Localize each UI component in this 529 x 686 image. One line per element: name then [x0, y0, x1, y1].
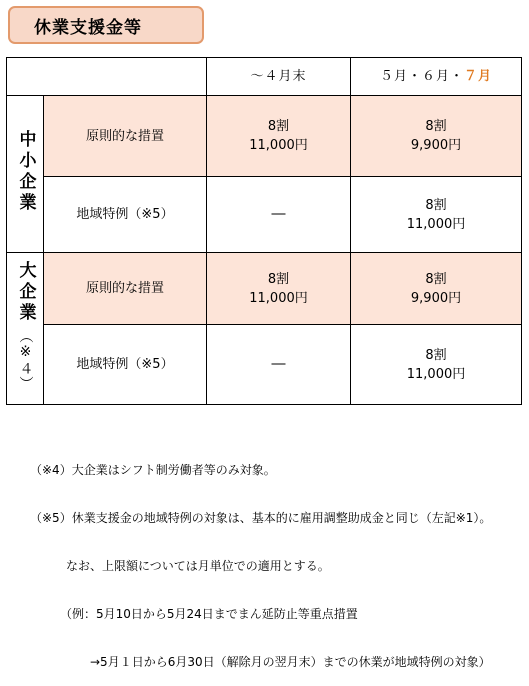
rate-value: ―	[271, 356, 286, 372]
row-label: 地域特例（※5）	[44, 325, 207, 405]
footnotes	[30, 430, 491, 686]
header-blank-cell	[7, 58, 207, 96]
rate-value: ―	[271, 206, 286, 222]
table-header-row	[7, 58, 522, 96]
table-row	[7, 96, 522, 177]
group-label-large	[7, 253, 44, 405]
rate-value: 8割	[425, 347, 447, 363]
footnote-example-cont: →5月１日から6月30日（解除月の翌月末）までの休業が地域特例の対象）	[30, 655, 491, 669]
value-cell	[207, 96, 351, 177]
value-cell	[351, 253, 522, 325]
value-cell	[351, 96, 522, 177]
table-row	[7, 253, 522, 325]
value-cell	[207, 325, 351, 405]
amount-value: 11,000円	[249, 290, 308, 306]
amount-value: 11,000円	[406, 366, 466, 382]
value-cell	[207, 253, 351, 325]
row-label: 地域特例（※5）	[44, 177, 207, 253]
value-cell	[351, 177, 522, 253]
rate-value: 8割	[425, 197, 447, 213]
row-label: 原則的な措置	[44, 253, 207, 325]
amount-value: 9,900円	[410, 138, 462, 153]
group-label-sme	[7, 96, 44, 253]
footnote-4: （※4）大企業はシフト制労働者等のみ対象。	[30, 463, 276, 477]
group-large-text: 大企業	[15, 261, 36, 324]
header-may-june-label: ５月・６月・	[379, 69, 464, 84]
value-cell	[351, 325, 522, 405]
footnote-5-cont: なお、上限額については月単位での適用とする。	[30, 559, 330, 573]
table-row	[7, 177, 522, 253]
amount-value: 9,900円	[410, 290, 462, 306]
header-may-june-july	[351, 58, 522, 96]
rate-value: 8割	[425, 119, 447, 134]
rate-value: 8割	[425, 271, 447, 287]
footnote-example: （例：5月10日から5月24日までまん延防止等重点措置	[30, 607, 358, 621]
value-cell	[207, 177, 351, 253]
page-title: 休業支援金等	[8, 6, 204, 44]
rate-value: 8割	[267, 119, 290, 134]
amount-value: 11,000円	[249, 138, 308, 153]
header-july-label: ７月	[464, 69, 493, 84]
group-sme-text: 中小企業	[15, 129, 36, 214]
amount-value: 11,000円	[406, 216, 466, 232]
rate-value: 8割	[267, 271, 290, 287]
header-until-april: 〜４月末	[207, 58, 351, 96]
group-large-note: （※４）	[17, 329, 34, 391]
table-row	[7, 325, 522, 405]
subsidy-table	[6, 57, 522, 405]
row-label: 原則的な措置	[44, 96, 207, 177]
footnote-5: （※5）休業支援金の地域特例の対象は、基本的に雇用調整助成金と同じ（左記※1）。	[30, 511, 492, 525]
